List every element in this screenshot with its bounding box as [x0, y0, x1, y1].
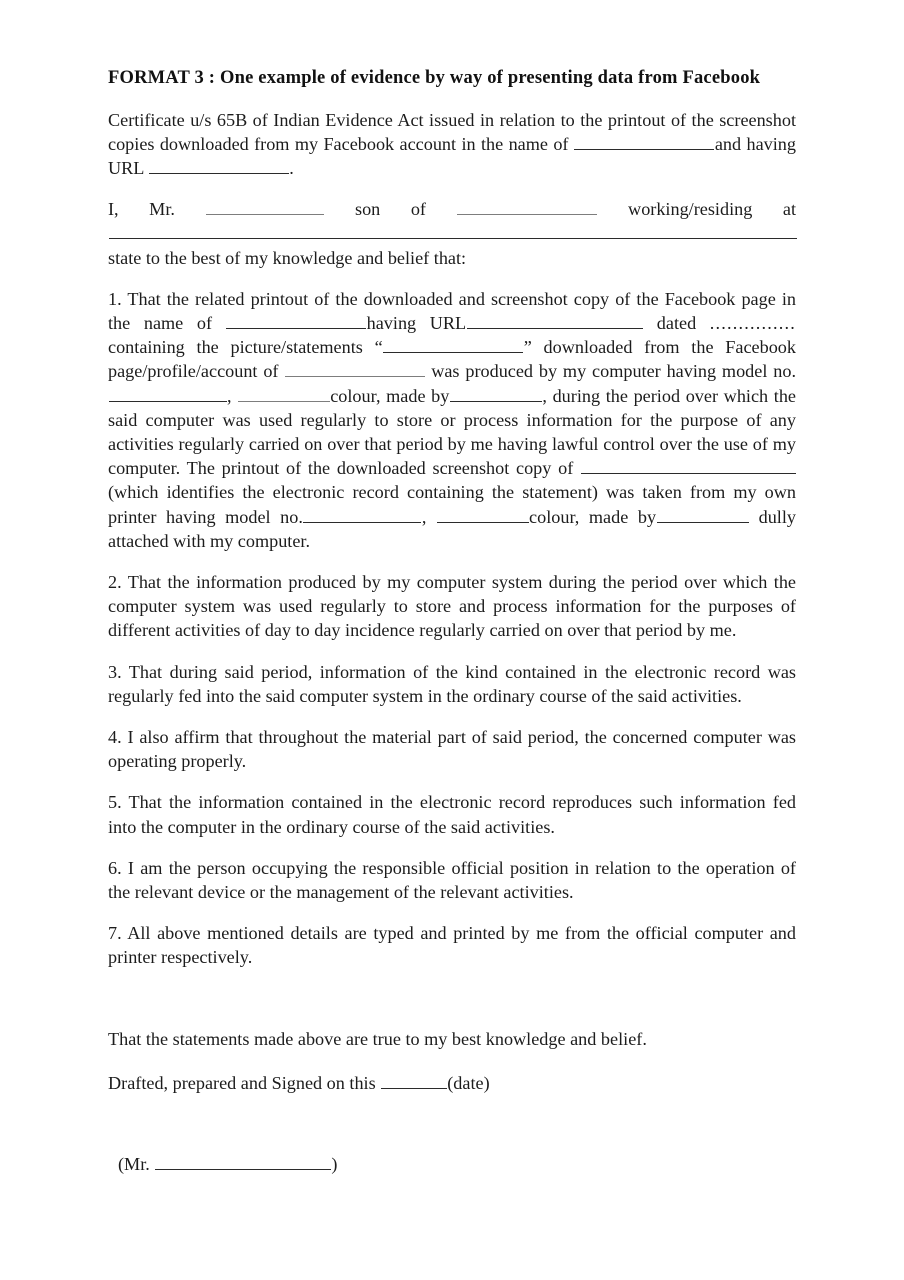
clause-1-text-8: colour, made by: [330, 385, 450, 406]
document-body: [108, 66, 796, 1176]
blank-screenshot-identifier[interactable]: [581, 458, 796, 474]
page-title: FORMAT 3 : One example of evidence by way of presenting data from Facebook: [108, 68, 761, 88]
signature-line: [108, 1152, 796, 1176]
clause-1-text-9: , during the period over which the said computer was used regularly to store or process information for the purpose of any activities regularly carried on over that period by me having lawful control over the use of my computer. The printout of the downloaded screenshot copy of: [108, 385, 796, 479]
clause-2: 2. That the information produced by my computer system during the period over which the computer system was used regularly to store and process information for the purposes of different activities of day to day incidence regularly carried on over that period by me.: [108, 572, 796, 641]
closing-spacer: [108, 987, 796, 1027]
clause-1-text-1: 1. That the related printout of the downloaded and screenshot copy of the Facebook page in the name of: [108, 288, 796, 334]
blank-profile-account[interactable]: [285, 362, 425, 378]
intro-text-1: Certificate u/s 65B of Indian Evidence Act issued in relation to the printout of the screenshot copies downloaded from my Facebook account in the name of: [108, 109, 796, 154]
declaration-text-2: son of: [324, 199, 457, 220]
blank-printer-model[interactable]: [303, 507, 421, 523]
clause-1: [108, 287, 796, 553]
truth-statement: That the statements made above are true to my best knowledge and belief.: [108, 1028, 647, 1049]
blank-address[interactable]: [109, 223, 797, 239]
clause-7: 7. All above mentioned details are typed and printed by me from the official computer and printer respectively.: [108, 923, 796, 968]
blank-signatory-name[interactable]: [155, 1154, 331, 1170]
intro-text-3: .: [289, 158, 294, 178]
clause-4: 4. I also affirm that throughout the material part of said period, the concerned computer was operating properly.: [108, 727, 796, 772]
blank-declarant-name[interactable]: [206, 199, 324, 215]
clause-6: 6. I am the person occupying the responsible official position in relation to the operation of the relevant device or the management of the relevant activities.: [108, 857, 796, 903]
clause-1-text-10: (which identifies the electronic record containing the statement) was taken from my own printer having model no.: [108, 482, 796, 527]
blank-printer-colour[interactable]: [437, 507, 529, 523]
declaration-text-1: I, Mr.: [108, 199, 206, 220]
clause-1-text-4: containing the picture/statements “: [108, 337, 383, 358]
clause-1-text-11: ,: [421, 506, 437, 527]
blank-signed-date[interactable]: [381, 1073, 447, 1089]
clause-1-text-13: dully attached with my computer.: [108, 506, 797, 551]
declaration-text-4: state to the best of my knowledge and belief that:: [108, 247, 467, 268]
blank-father-name[interactable]: [457, 199, 597, 215]
declaration-paragraph: [108, 197, 796, 270]
clause-1-text-6: was produced by my computer having model no.: [425, 361, 796, 382]
clause-3: 3. That during said period, information of the kind contained in the electronic record was regularly fed into the said computer system in the ordinary course of the said activities.: [108, 661, 796, 706]
clause-5: 5. That the information contained in the electronic record reproduces such information fed into the computer in the ordinary course of the said activities.: [108, 792, 796, 837]
intro-text-2: and having URL: [108, 133, 796, 178]
blank-statement-quote[interactable]: [383, 337, 523, 353]
blank-page-url[interactable]: [467, 313, 643, 329]
intro-paragraph: [108, 108, 796, 181]
declaration-text-3: working/residing at: [597, 199, 796, 220]
clause-1-text-3: dated: [643, 313, 710, 334]
clause-1-text-12: colour, made by: [529, 506, 657, 527]
blank-printer-maker[interactable]: [657, 507, 749, 523]
clause-1-text-7: ,: [227, 385, 238, 406]
blank-account-name[interactable]: [574, 134, 714, 150]
clause-1-date-dots[interactable]: ...............: [709, 313, 796, 334]
signed-date-line: [108, 1071, 796, 1095]
signature-suffix: ): [331, 1154, 338, 1175]
signed-date-suffix: (date): [447, 1072, 490, 1093]
blank-computer-maker[interactable]: [450, 386, 542, 402]
blank-computer-model[interactable]: [109, 386, 227, 402]
blank-computer-colour[interactable]: [238, 386, 330, 402]
blank-account-url[interactable]: [149, 158, 289, 174]
blank-page-name[interactable]: [226, 313, 366, 329]
clause-1-text-2: having URL: [366, 313, 467, 334]
signature-spacer: [108, 1112, 796, 1152]
clause-1-text-5: ” downloaded from the Facebook page/profile/account of: [108, 337, 796, 382]
signed-date-prefix: Drafted, prepared and Signed on this: [108, 1072, 381, 1093]
signature-prefix: (Mr.: [118, 1154, 155, 1175]
